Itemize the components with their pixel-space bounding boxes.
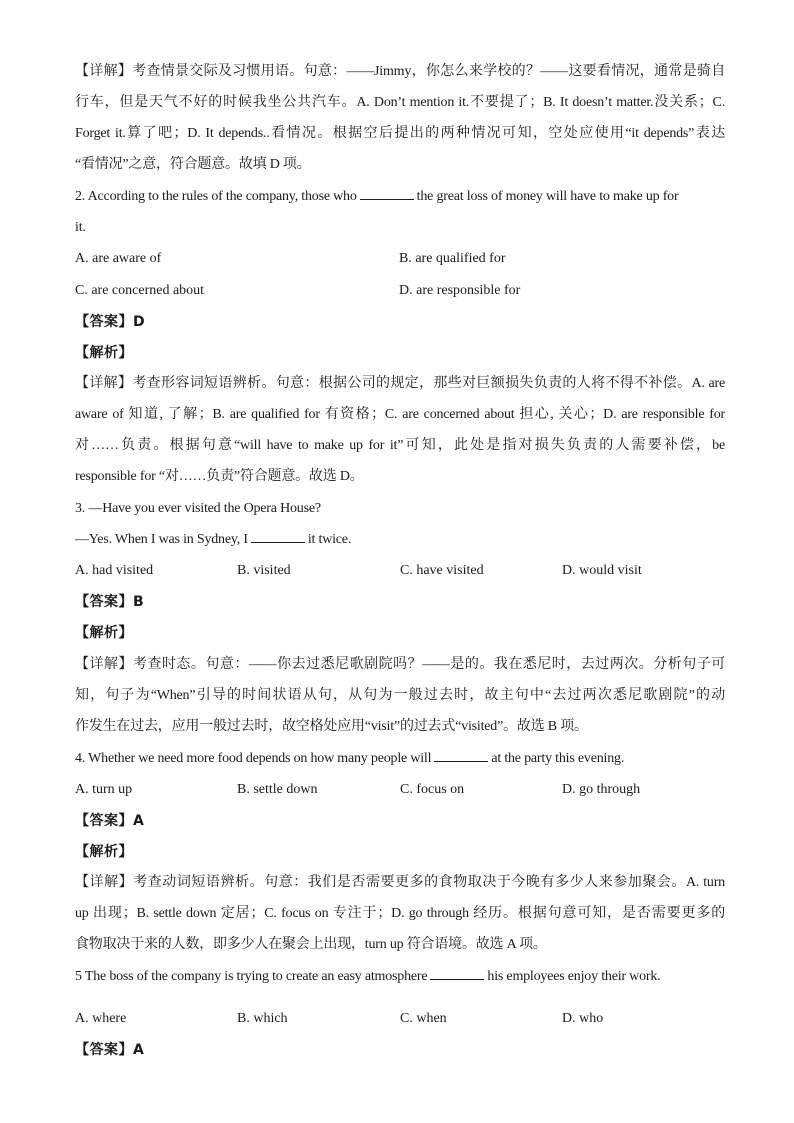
answer-blank [430, 967, 484, 980]
q5-option-a: A. where [75, 1011, 127, 1026]
q2-stem-part-1: 2. According to the rules of the company, those who [75, 189, 357, 204]
q2-option-a: A. are aware of [75, 251, 162, 266]
q5-answer: 【答案】A [75, 1042, 145, 1058]
q5-stem-part-2: his employees enjoy their work. [487, 969, 661, 984]
q3-stem-part-1: —Yes. When I was in Sydney, I [75, 532, 248, 547]
q2-answer: 【答案】D [75, 314, 146, 330]
q3-option-a: A. had visited [75, 563, 154, 578]
q4-stem-part-2: at the party this evening. [491, 751, 625, 766]
q2-explain-line-1: 【详解】考查形容词短语辨析。句意：根据公司的规定，那些对巨额损失负责的人将不得不补偿。A. are [75, 376, 725, 391]
q5-option-c: C. when [400, 1011, 447, 1026]
q3-explain-line-3: 作发生在过去，应用一般过去时，故空格处应用“visit”的过去式“visited”。故选 B 项。 [75, 719, 588, 734]
q2-option-d: D. are responsible for [399, 283, 521, 298]
q2-option-b: B. are qualified for [399, 251, 506, 266]
q3-stem-line-1: 3. —Have you ever visited the Opera House? [75, 501, 321, 516]
q1-explain-line-2: 行车，但是天气不好的时候我坐公共汽车。A. Don’t mention it.不要提了；B. It doesn’t matter.没关系；C. [75, 95, 725, 110]
q4-option-d: D. go through [562, 782, 641, 797]
q2-stem [75, 187, 725, 207]
q3-option-d: D. would visit [562, 563, 642, 578]
q4-option-a: A. turn up [75, 782, 133, 797]
q3-stem-line-2 [75, 530, 725, 550]
q3-analysis-heading: 【解析】 [75, 625, 133, 641]
q4-explain-line-2: up 出现；B. settle down 定居；C. focus on 专注于；D. go through 经历。根据句意可知，是否需要更多的 [75, 906, 725, 921]
q5-option-b: B. which [237, 1011, 288, 1026]
answer-blank [251, 530, 305, 543]
q5-option-d: D. who [562, 1011, 604, 1026]
q2-stem-part-3: it. [75, 220, 86, 235]
answer-blank [434, 749, 488, 762]
q3-option-b: B. visited [237, 563, 291, 578]
q4-option-c: C. focus on [400, 782, 465, 797]
q3-stem-part-2: it twice. [307, 532, 352, 547]
q3-explain-line-2: 知，句子为“When”引导的时间状语从句，从句为一般过去时，故主句中“去过两次悉尼歌剧院”的动 [75, 688, 725, 703]
q3-explain-line-1: 【详解】考查时态。句意：——你去过悉尼歌剧院吗？——是的。我在悉尼时，去过两次。分析句子可 [75, 657, 725, 672]
answer-blank [360, 187, 414, 200]
q4-answer: 【答案】A [75, 813, 145, 829]
q2-explain-line-4: responsible for “对……负责”符合题意。故选 D。 [75, 469, 364, 484]
q5-stem-part-1: 5 The boss of the company is trying to create an easy atmosphere [75, 969, 428, 984]
q2-option-c: C. are concerned about [75, 283, 205, 298]
q4-explain-line-3: 食物取决于来的人数，即多少人在聚会上出现，turn up 符合语境。故选 A 项。 [75, 937, 547, 952]
q2-explain-line-3: 对……负责。根据句意“will have to make up for it”可知，此处是指对损失负责的人需要补偿，be [75, 438, 725, 453]
q2-stem-part-2: the great loss of money will have to make up for [416, 189, 679, 204]
q1-explain-line-1: 【详解】考查情景交际及习惯用语。句意：——Jimmy，你怎么来学校的？——这要看情况，通常是骑自 [75, 64, 725, 79]
q4-explain-line-1: 【详解】考查动词短语辨析。句意：我们是否需要更多的食物取决于今晚有多少人来参加聚会。A. turn [75, 875, 725, 890]
q4-stem [75, 749, 725, 769]
q3-answer: 【答案】B [75, 594, 145, 610]
q4-stem-part-1: 4. Whether we need more food depends on how many people will [75, 751, 432, 766]
q3-option-c: C. have visited [400, 563, 484, 578]
q4-analysis-heading: 【解析】 [75, 844, 133, 860]
q1-explain-line-4: “看情况”之意，符合题意。故填 D 项。 [75, 157, 311, 172]
q5-stem [75, 967, 725, 987]
q2-explain-line-2: aware of 知道, 了解；B. are qualified for 有资格；C. are concerned about 担心, 关心；D. are responsible for [75, 407, 725, 422]
q2-analysis-heading: 【解析】 [75, 345, 133, 361]
q1-explain-line-3: Forget it.算了吧；D. It depends..看情况。根据空后提出的两种情况可知，空处应使用“it depends”表达 [75, 126, 725, 141]
q4-option-b: B. settle down [237, 782, 318, 797]
